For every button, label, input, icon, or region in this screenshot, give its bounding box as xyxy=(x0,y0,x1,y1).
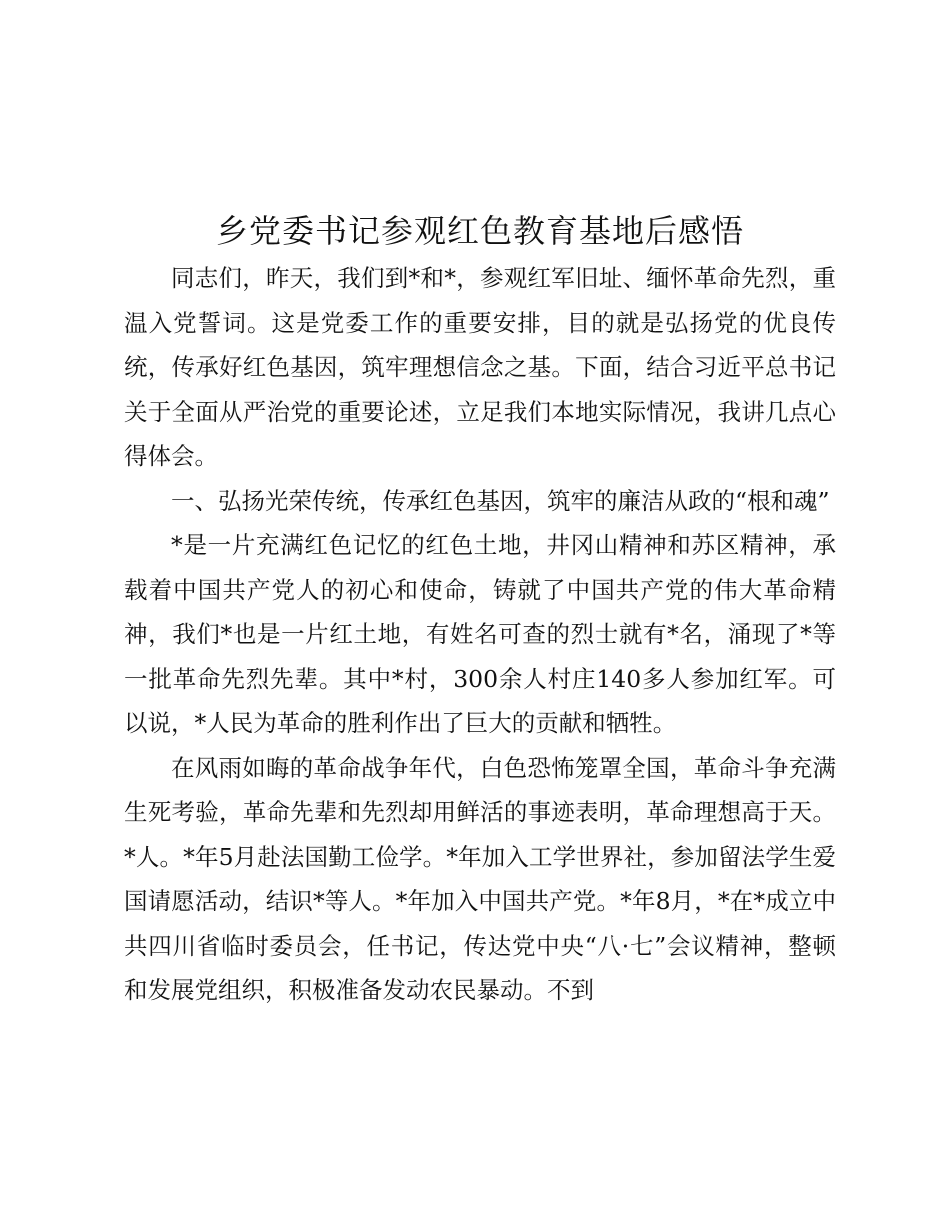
section-heading-1: 一、弘扬光荣传统，传承红色基因，筑牢的廉洁从政的“根和魂” xyxy=(171,486,830,515)
paragraph-red-land: *是一片充满红色记忆的红色土地，井冈山精神和苏区精神，承载着中国共产党人的初心和使命，铸就了中国共产党的伟大革命精神，我们*也是一片红土地，有姓名可查的烈士就有*名，涌现了*等一批革命先烈先辈。其中*村，300余人村庄140多人参加红军。可以说，*人民为革命的胜利作出了巨大的贡献和牺牲。 xyxy=(124,531,836,737)
document-title: 乡党委书记参观红色教育基地后感悟 xyxy=(215,212,744,250)
paragraph-intro: 同志们，昨天，我们到*和*，参观红军旧址、缅怀革命先烈，重温入党誓词。这是党委工作的重要安排，目的就是弘扬党的优良传统，传承好红色基因，筑牢理想信念之基。下面，结合习近平总书记关于全面从严治党的重要论述，立足我们本地实际情况，我讲几点心得体会。 xyxy=(124,264,836,470)
document-body xyxy=(124,206,836,1013)
paragraph-revolution-era: 在风雨如晦的革命战争年代，白色恐怖笼罩全国，革命斗争充满生死考验，革命先辈和先烈却用鲜活的事迹表明，革命理想高于天。*人。*年5月赴法国勤工俭学。*年加入工学世界社，参加留法学生爱国请愿活动，结识*等人。*年加入中国共产党。*年8月，*在*成立中共四川省临时委员会，任书记，传达党中央“八·七”会议精神，整顿和发展党组织，积极准备发动农民暴动。不到 xyxy=(124,753,836,1004)
